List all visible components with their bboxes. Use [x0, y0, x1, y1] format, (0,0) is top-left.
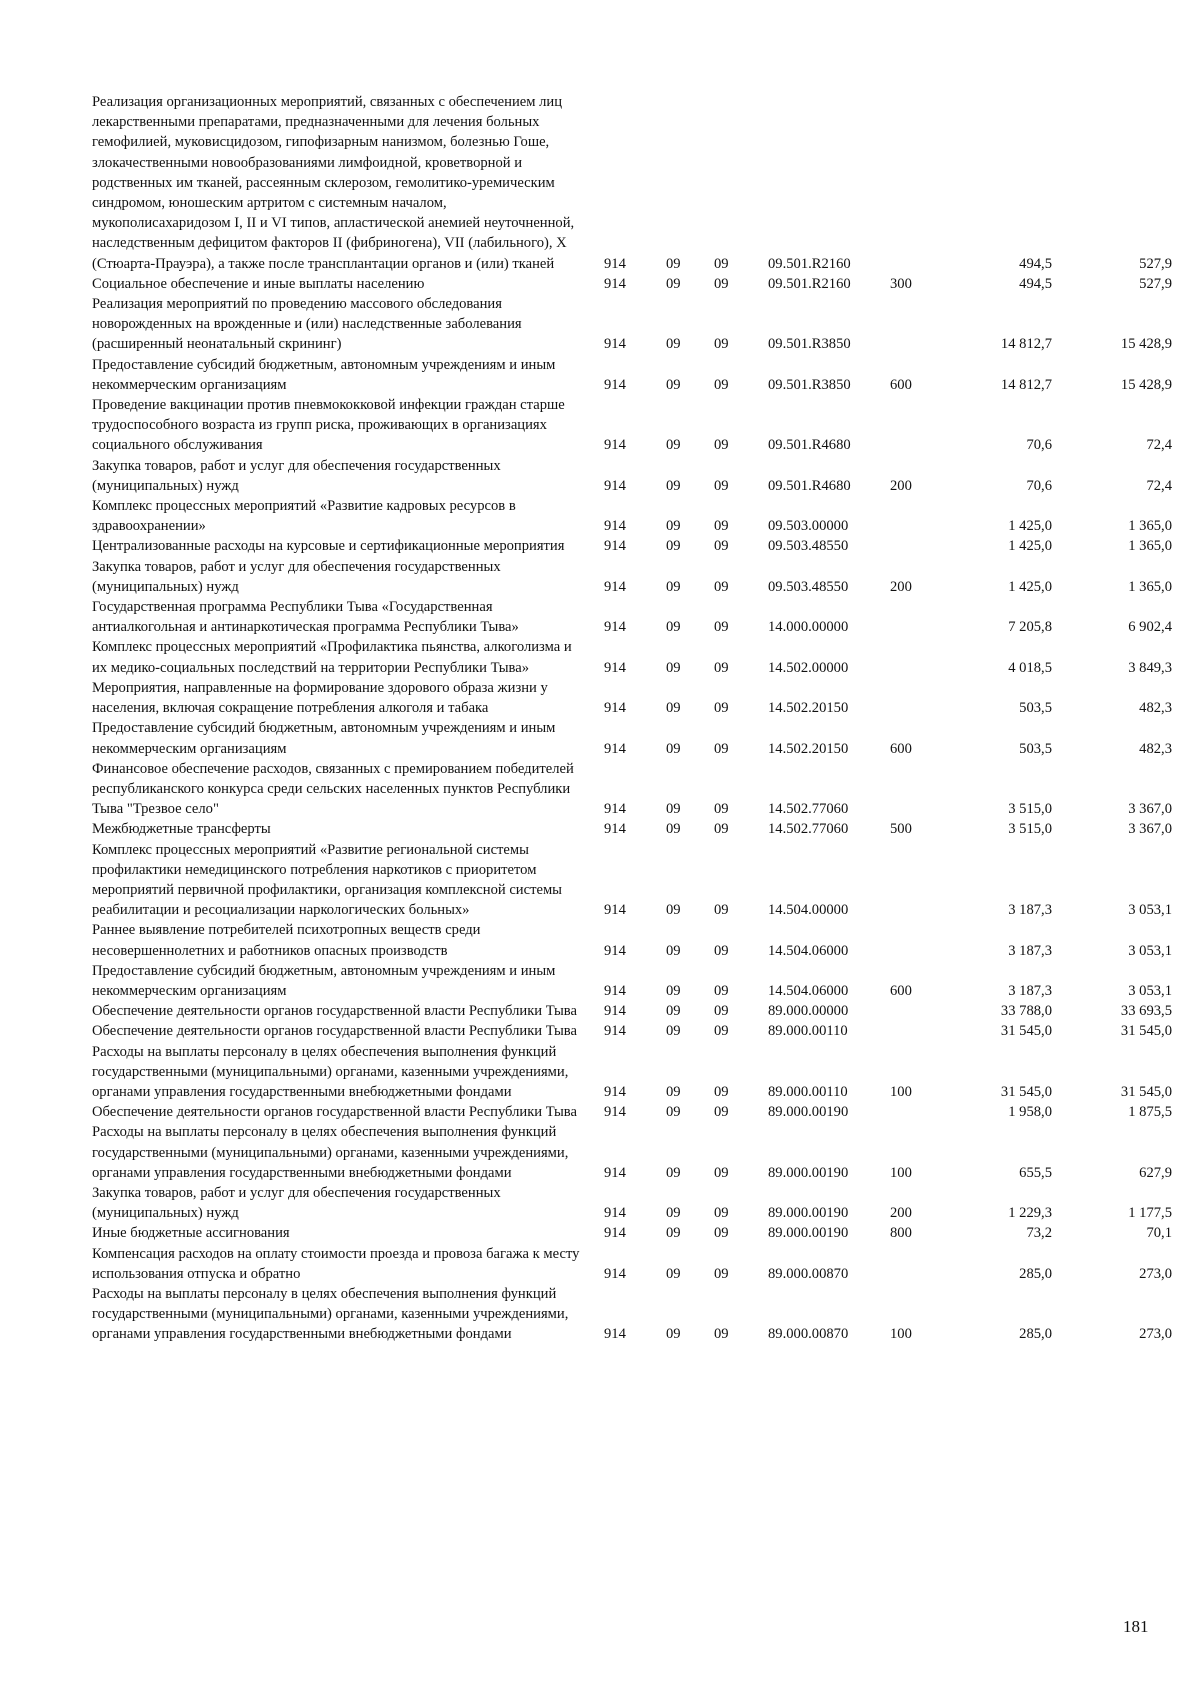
subsection-code: 09 — [714, 538, 729, 555]
amount-year-1: 3 515,0 — [1008, 801, 1052, 818]
target-article-code: 09.501.R3850 — [768, 376, 851, 393]
section-code: 09 — [666, 1023, 681, 1040]
subsection-code: 09 — [714, 275, 729, 292]
expense-type-code: 200 — [890, 477, 912, 494]
subsection-code: 09 — [714, 619, 729, 636]
department-code: 914 — [604, 902, 626, 919]
expense-type-code — [890, 92, 942, 274]
amount-year-2: 1 365,0 — [1128, 518, 1172, 535]
amount-year-2: 3 053,1 — [1128, 942, 1172, 959]
expense-type-code: 500 — [890, 821, 912, 838]
expense-type-code: 200 — [890, 578, 912, 595]
subsection-code: 09 — [714, 659, 729, 676]
row-name: Расходы на выплаты персоналу в целях обеспечения выполнения функций государственными (муниципальными) органами, казенными учреждениями, органами управления государственными внебюджетными фондами — [92, 1043, 569, 1100]
amount-year-1: 3 187,3 — [1008, 982, 1052, 999]
expense-type-code: 100 — [890, 1083, 912, 1100]
table-row — [92, 597, 1172, 637]
subsection-code: 09 — [714, 902, 729, 919]
amount-year-2: 527,9 — [1139, 255, 1172, 272]
subsection-code: 09 — [714, 1083, 729, 1100]
target-article-code: 09.501.R3850 — [768, 336, 851, 353]
section-code: 09 — [666, 982, 681, 999]
amount-year-2: 1 875,5 — [1128, 1104, 1172, 1121]
department-code: 914 — [604, 578, 626, 595]
department-code: 914 — [604, 538, 626, 555]
target-article-code: 09.501.R2160 — [768, 255, 851, 272]
table-row — [92, 840, 1172, 921]
department-code: 914 — [604, 518, 626, 535]
row-name: Предоставление субсидий бюджетным, автономным учреждениям и иным некоммерческим организациям — [92, 720, 556, 757]
row-name: Комплекс процессных мероприятий «Развитие региональной системы профилактики немедицинского потребления наркотиков с приоритетом мероприятий первичной профилактики, организация комплексной системы реабилитации и ресоциализации наркологических больных» — [92, 841, 562, 919]
expense-type-code — [890, 920, 942, 960]
subsection-code: 09 — [714, 1003, 729, 1020]
expense-type-code — [890, 1001, 942, 1021]
department-code: 914 — [604, 1164, 626, 1181]
department-code: 914 — [604, 700, 626, 717]
section-code: 09 — [666, 538, 681, 555]
expense-type-code: 600 — [890, 376, 912, 393]
table-row — [92, 678, 1172, 718]
section-code: 09 — [666, 376, 681, 393]
section-code: 09 — [666, 659, 681, 676]
target-article-code: 89.000.00110 — [768, 1023, 848, 1040]
amount-year-2: 3 053,1 — [1128, 902, 1172, 919]
target-article-code: 89.000.00870 — [768, 1326, 849, 1343]
subsection-code: 09 — [714, 1164, 729, 1181]
target-article-code: 09.503.48550 — [768, 578, 849, 595]
amount-year-1: 3 515,0 — [1008, 821, 1052, 838]
section-code: 09 — [666, 902, 681, 919]
amount-year-2: 1 177,5 — [1128, 1205, 1172, 1222]
section-code: 09 — [666, 1225, 681, 1242]
subsection-code: 09 — [714, 1265, 729, 1282]
table-row — [92, 557, 1172, 597]
row-name: Проведение вакцинации против пневмококковой инфекции граждан старше трудоспособного возраста из групп риска, проживающих в организациях социального обслуживания — [92, 397, 565, 454]
target-article-code: 89.000.00000 — [768, 1003, 849, 1020]
amount-year-1: 70,6 — [1026, 437, 1052, 454]
department-code: 914 — [604, 740, 626, 757]
row-name: Комплекс процессных мероприятий «Профилактика пьянства, алкоголизма и их медико-социальных последствий на территории Республики Тыва» — [92, 639, 572, 676]
subsection-code: 09 — [714, 518, 729, 535]
amount-year-1: 1 425,0 — [1008, 518, 1052, 535]
table-row — [92, 1042, 1172, 1103]
expense-type-code — [890, 395, 942, 456]
section-code: 09 — [666, 477, 681, 494]
amount-year-2: 482,3 — [1139, 700, 1172, 717]
row-name: Расходы на выплаты персоналу в целях обеспечения выполнения функций государственными (муниципальными) органами, казенными учреждениями, органами управления государственными внебюджетными фондами — [92, 1285, 569, 1343]
amount-year-1: 503,5 — [1019, 740, 1052, 757]
department-code: 914 — [604, 275, 626, 292]
amount-year-1: 4 018,5 — [1008, 659, 1052, 676]
expense-type-code: 100 — [890, 1326, 912, 1343]
section-code: 09 — [666, 578, 681, 595]
subsection-code: 09 — [714, 740, 729, 757]
row-name: Предоставление субсидий бюджетным, автономным учреждениям и иным некоммерческим организациям — [92, 962, 556, 999]
row-name: Иные бюджетные ассигнования — [92, 1225, 290, 1242]
budget-table-body — [92, 92, 1172, 1345]
expense-type-code — [890, 840, 942, 921]
amount-year-1: 31 545,0 — [1000, 1023, 1052, 1040]
amount-year-2: 3 367,0 — [1128, 821, 1172, 838]
department-code: 914 — [604, 942, 626, 959]
target-article-code: 09.501.R4680 — [768, 477, 851, 494]
target-article-code: 09.503.48550 — [768, 538, 849, 555]
table-row — [92, 1001, 1172, 1021]
subsection-code: 09 — [714, 942, 729, 959]
row-name: Мероприятия, направленные на формирование здорового образа жизни у населения, включая сокращение потребления алкоголя и табака — [92, 679, 548, 717]
subsection-code: 09 — [714, 376, 729, 393]
document-page — [92, 92, 1172, 1345]
row-name: Закупка товаров, работ и услуг для обеспечения государственных (муниципальных) нужд — [92, 457, 501, 494]
amount-year-2: 273,0 — [1139, 1265, 1172, 1282]
section-code: 09 — [666, 518, 681, 535]
section-code: 09 — [666, 437, 681, 454]
row-name: Компенсация расходов на оплату стоимости проезда и провоза багажа к месту использования отпуска и обратно — [92, 1245, 580, 1282]
amount-year-2: 31 545,0 — [1120, 1083, 1172, 1100]
table-row — [92, 294, 1172, 355]
budget-table — [92, 92, 1172, 1345]
table-row — [92, 759, 1172, 820]
target-article-code: 89.000.00870 — [768, 1265, 849, 1282]
amount-year-2: 3 849,3 — [1128, 659, 1172, 676]
expense-type-code — [890, 597, 942, 637]
department-code: 914 — [604, 982, 626, 999]
amount-year-1: 655,5 — [1019, 1164, 1052, 1181]
target-article-code: 14.502.20150 — [768, 700, 849, 717]
target-article-code: 14.502.00000 — [768, 659, 849, 676]
amount-year-1: 1 425,0 — [1008, 538, 1052, 555]
amount-year-2: 15 428,9 — [1120, 336, 1172, 353]
target-article-code: 14.504.06000 — [768, 982, 849, 999]
table-row — [92, 496, 1172, 536]
department-code: 914 — [604, 1023, 626, 1040]
target-article-code: 09.501.R2160 — [768, 275, 851, 292]
section-code: 09 — [666, 801, 681, 818]
section-code: 09 — [666, 275, 681, 292]
amount-year-1: 1 958,0 — [1008, 1104, 1052, 1121]
table-row — [92, 92, 1172, 274]
amount-year-1: 14 812,7 — [1000, 336, 1052, 353]
section-code: 09 — [666, 1104, 681, 1121]
amount-year-2: 31 545,0 — [1120, 1023, 1172, 1040]
department-code: 914 — [604, 477, 626, 494]
subsection-code: 09 — [714, 801, 729, 818]
amount-year-1: 70,6 — [1026, 477, 1052, 494]
target-article-code: 14.502.77060 — [768, 821, 849, 838]
expense-type-code — [890, 678, 942, 718]
department-code: 914 — [604, 1265, 626, 1282]
table-row — [92, 1122, 1172, 1183]
amount-year-2: 3 367,0 — [1128, 801, 1172, 818]
amount-year-1: 7 205,8 — [1008, 619, 1052, 636]
row-name: Межбюджетные трансферты — [92, 821, 271, 838]
row-name: Финансовое обеспечение расходов, связанных с премированием победителей республиканского конкурса среди сельских населенных пунктов Республики Тыва "Трезвое село" — [92, 760, 574, 818]
amount-year-2: 1 365,0 — [1128, 538, 1172, 555]
table-row — [92, 637, 1172, 677]
row-name: Закупка товаров, работ и услуг для обеспечения государственных (муниципальных) нужд — [92, 558, 501, 595]
amount-year-2: 33 693,5 — [1120, 1003, 1172, 1020]
department-code: 914 — [604, 437, 626, 454]
amount-year-1: 285,0 — [1019, 1326, 1052, 1343]
expense-type-code — [890, 1021, 942, 1041]
expense-type-code: 800 — [890, 1225, 912, 1242]
row-name: Государственная программа Республики Тыва «Государственная антиалкогольная и антинаркотическая программа Республики Тыва» — [92, 599, 519, 636]
amount-year-2: 70,1 — [1146, 1225, 1172, 1242]
department-code: 914 — [604, 821, 626, 838]
target-article-code: 89.000.00190 — [768, 1104, 849, 1121]
amount-year-1: 494,5 — [1019, 255, 1052, 272]
target-article-code: 09.501.R4680 — [768, 437, 851, 454]
subsection-code: 09 — [714, 982, 729, 999]
table-row — [92, 1244, 1172, 1284]
table-row — [92, 395, 1172, 456]
amount-year-1: 1 425,0 — [1008, 578, 1052, 595]
amount-year-2: 273,0 — [1139, 1326, 1172, 1343]
target-article-code: 89.000.00190 — [768, 1205, 849, 1222]
table-row — [92, 1183, 1172, 1223]
expense-type-code: 300 — [890, 275, 912, 292]
amount-year-2: 72,4 — [1146, 437, 1172, 454]
expense-type-code: 200 — [890, 1205, 912, 1222]
expense-type-code: 600 — [890, 740, 912, 757]
subsection-code: 09 — [714, 1326, 729, 1343]
row-name: Закупка товаров, работ и услуг для обеспечения государственных (муниципальных) нужд — [92, 1184, 501, 1222]
target-article-code: 89.000.00190 — [768, 1164, 849, 1181]
section-code: 09 — [666, 619, 681, 636]
row-name: Обеспечение деятельности органов государственной власти Республики Тыва — [92, 1003, 577, 1020]
section-code: 09 — [666, 255, 681, 272]
department-code: 914 — [604, 376, 626, 393]
row-name: Раннее выявление потребителей психотропных веществ среди несовершеннолетних и работников опасных производств — [92, 922, 481, 959]
target-article-code: 14.504.06000 — [768, 942, 849, 959]
department-code: 914 — [604, 336, 626, 353]
section-code: 09 — [666, 1083, 681, 1100]
subsection-code: 09 — [714, 1104, 729, 1121]
amount-year-1: 33 788,0 — [1000, 1003, 1052, 1020]
expense-type-code — [890, 759, 942, 820]
section-code: 09 — [666, 1164, 681, 1181]
expense-type-code — [890, 1102, 942, 1122]
section-code: 09 — [666, 700, 681, 717]
subsection-code: 09 — [714, 1023, 729, 1040]
amount-year-1: 3 187,3 — [1008, 902, 1052, 919]
department-code: 914 — [604, 1104, 626, 1121]
table-row — [92, 961, 1172, 1001]
table-row — [92, 819, 1172, 839]
table-row — [92, 1284, 1172, 1345]
amount-year-2: 3 053,1 — [1128, 982, 1172, 999]
target-article-code: 14.504.00000 — [768, 902, 849, 919]
amount-year-2: 72,4 — [1146, 477, 1172, 494]
amount-year-1: 14 812,7 — [1000, 376, 1052, 393]
section-code: 09 — [666, 740, 681, 757]
expense-type-code — [890, 1244, 942, 1284]
subsection-code: 09 — [714, 255, 729, 272]
department-code: 914 — [604, 619, 626, 636]
section-code: 09 — [666, 821, 681, 838]
expense-type-code: 600 — [890, 982, 912, 999]
row-name: Обеспечение деятельности органов государственной власти Республики Тыва — [92, 1104, 577, 1121]
amount-year-2: 1 365,0 — [1128, 578, 1172, 595]
department-code: 914 — [604, 801, 626, 818]
subsection-code: 09 — [714, 477, 729, 494]
section-code: 09 — [666, 1205, 681, 1222]
table-row — [92, 920, 1172, 960]
subsection-code: 09 — [714, 821, 729, 838]
subsection-code: 09 — [714, 578, 729, 595]
row-name: Расходы на выплаты персоналу в целях обеспечения выполнения функций государственными (муниципальными) органами, казенными учреждениями, органами управления государственными внебюджетными фондами — [92, 1124, 569, 1181]
row-name: Реализация мероприятий по проведению массового обследования новорожденных на врожденные и (или) наследственные заболевания (расширенный неонатальный скрининг) — [92, 296, 522, 353]
table-row — [92, 274, 1172, 294]
target-article-code: 14.502.77060 — [768, 801, 849, 818]
amount-year-1: 503,5 — [1019, 700, 1052, 717]
expense-type-code — [890, 294, 942, 355]
row-name: Социальное обеспечение и иные выплаты населению — [92, 275, 425, 292]
expense-type-code — [890, 536, 942, 556]
target-article-code: 14.502.20150 — [768, 740, 849, 757]
department-code: 914 — [604, 1326, 626, 1343]
target-article-code: 89.000.00190 — [768, 1225, 849, 1242]
amount-year-1: 494,5 — [1019, 275, 1052, 292]
table-row — [92, 1102, 1172, 1122]
amount-year-1: 31 545,0 — [1000, 1083, 1052, 1100]
department-code: 914 — [604, 1205, 626, 1222]
section-code: 09 — [666, 1003, 681, 1020]
table-row — [92, 456, 1172, 496]
target-article-code: 09.503.00000 — [768, 518, 849, 535]
amount-year-2: 15 428,9 — [1120, 376, 1172, 393]
amount-year-2: 6 902,4 — [1128, 619, 1172, 636]
amount-year-1: 3 187,3 — [1008, 942, 1052, 959]
target-article-code: 14.000.00000 — [768, 619, 849, 636]
table-row — [92, 355, 1172, 395]
subsection-code: 09 — [714, 1205, 729, 1222]
department-code: 914 — [604, 659, 626, 676]
subsection-code: 09 — [714, 437, 729, 454]
department-code: 914 — [604, 1225, 626, 1242]
amount-year-2: 627,9 — [1139, 1164, 1172, 1181]
amount-year-1: 285,0 — [1019, 1265, 1052, 1282]
subsection-code: 09 — [714, 336, 729, 353]
row-name: Обеспечение деятельности органов государственной власти Республики Тыва — [92, 1023, 577, 1040]
amount-year-1: 73,2 — [1026, 1225, 1052, 1242]
page-number: 181 — [1123, 1617, 1149, 1636]
subsection-code: 09 — [714, 1225, 729, 1242]
section-code: 09 — [666, 1265, 681, 1282]
section-code: 09 — [666, 942, 681, 959]
department-code: 914 — [604, 255, 626, 272]
expense-type-code — [890, 496, 942, 536]
subsection-code: 09 — [714, 700, 729, 717]
target-article-code: 89.000.00110 — [768, 1083, 848, 1100]
department-code: 914 — [604, 1003, 626, 1020]
row-name: Предоставление субсидий бюджетным, автономным учреждениям и иным некоммерческим организациям — [92, 356, 556, 393]
table-row — [92, 1223, 1172, 1243]
row-name: Реализация организационных мероприятий, связанных с обеспечением лиц лекарственными препаратами, предназначенными для лечения больных гемофилией, муковисцидозом, гипофизарным нанизмом, болезнью Гоше, злокачественными новообразованиями лимфоидной, кроветворной и родственных им тканей, рассеянным склерозом, гемолитико-уремическим синдромом, юношеским артритом с системным началом, мукополисахаридозом I, II и VI типов, апластической анемией неуточненной, наследственным дефицитом факторов II (фибриногена), VII (лабильного), X (Стюарта-Прауэра), а также после трансплантации органов и (или) тканей — [92, 94, 575, 272]
expense-type-code: 100 — [890, 1164, 912, 1181]
table-row — [92, 718, 1172, 758]
section-code: 09 — [666, 336, 681, 353]
amount-year-2: 482,3 — [1139, 740, 1172, 757]
department-code: 914 — [604, 1083, 626, 1100]
table-row — [92, 1021, 1172, 1041]
amount-year-2: 527,9 — [1139, 275, 1172, 292]
row-name: Комплекс процессных мероприятий «Развитие кадровых ресурсов в здравоохранении» — [92, 498, 516, 535]
amount-year-1: 1 229,3 — [1008, 1205, 1052, 1222]
expense-type-code — [890, 637, 942, 677]
row-name: Централизованные расходы на курсовые и сертификационные мероприятия — [92, 538, 565, 555]
section-code: 09 — [666, 1326, 681, 1343]
table-row — [92, 536, 1172, 556]
